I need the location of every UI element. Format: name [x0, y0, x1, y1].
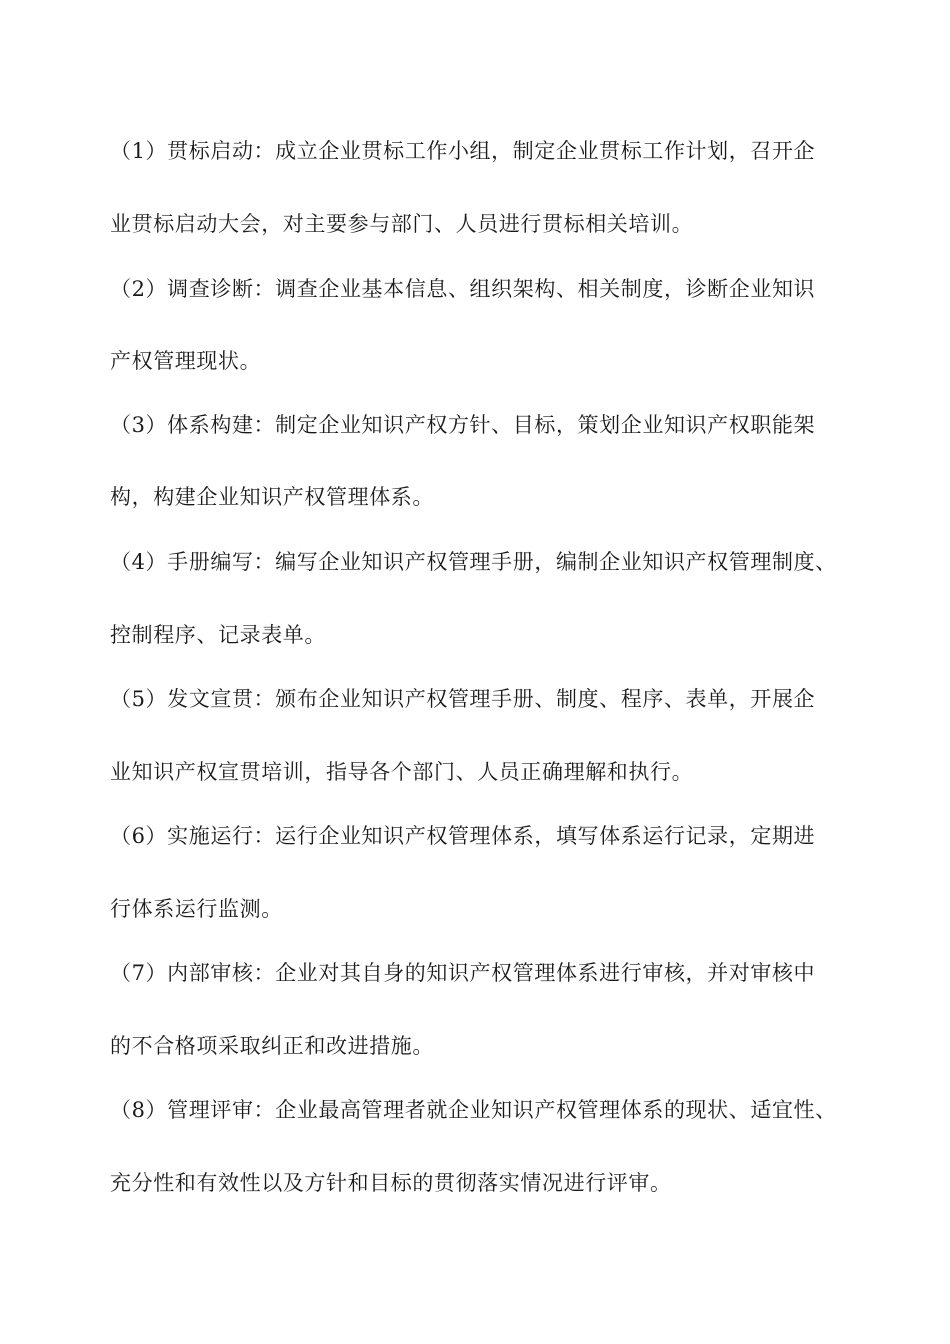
step-2-line-1: （2）调查诊断：调查企业基本信息、组织架构、相关制度，诊断企业知识	[110, 277, 816, 301]
step-8-line-2: 充分性和有效性以及方针和目标的贯彻落实情况进行评审。	[110, 1171, 672, 1195]
step-4-line-1: （4）手册编写：编写企业知识产权管理手册，编制企业知识产权管理制度、	[110, 550, 837, 574]
step-1-line-1: （1）贯标启动：成立企业贯标工作小组，制定企业贯标工作计划，召开企	[110, 139, 816, 163]
step-6-line-1: （6）实施运行：运行企业知识产权管理体系，填写体系运行记录，定期进	[110, 824, 816, 848]
step-6-line-2: 行体系运行监测。	[110, 897, 283, 921]
step-7-line-1: （7）内部审核：企业对其自身的知识产权管理体系进行审核，并对审核中	[110, 961, 816, 985]
step-7-line-2: 的不合格项采取纠正和改进措施。	[110, 1034, 434, 1058]
step-8-line-1: （8）管理评审：企业最高管理者就企业知识产权管理体系的现状、适宜性、	[110, 1098, 837, 1122]
step-1-line-2: 业贯标启动大会，对主要参与部门、人员进行贯标相关培训。	[110, 212, 694, 236]
step-2-line-2: 产权管理现状。	[110, 349, 262, 373]
step-3-line-1: （3）体系构建：制定企业知识产权方针、目标，策划企业知识产权职能架	[110, 413, 816, 437]
step-4-line-2: 控制程序、记录表单。	[110, 623, 326, 647]
step-5-line-1: （5）发文宣贯：颁布企业知识产权管理手册、制度、程序、表单，开展企	[110, 687, 816, 711]
step-3-line-2: 构，构建企业知识产权管理体系。	[110, 485, 434, 509]
step-5-line-2: 业知识产权宣贯培训，指导各个部门、人员正确理解和执行。	[110, 760, 694, 784]
